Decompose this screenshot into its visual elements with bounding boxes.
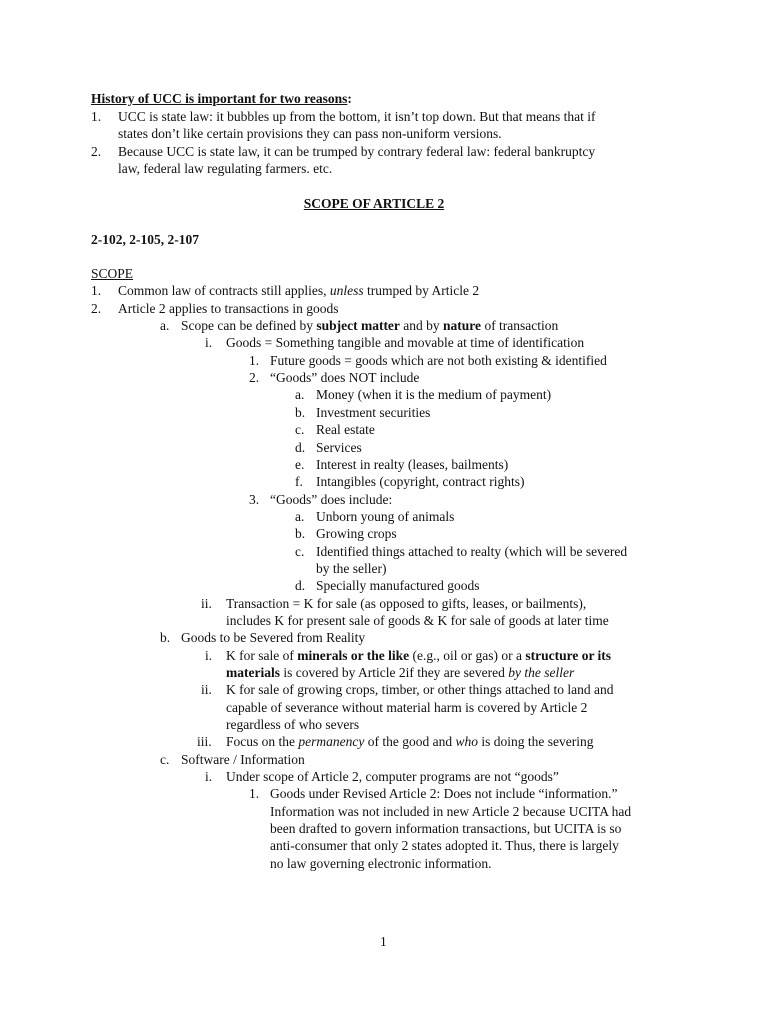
list-item-text: Real estate <box>316 422 375 437</box>
list-item-text: Interest in realty (leases, bailments) <box>316 457 509 472</box>
list-marker: b. <box>295 526 306 541</box>
list-item-text: no law governing electronic information. <box>270 856 492 871</box>
list-marker: a. <box>295 387 305 402</box>
list-marker: 2. <box>91 301 102 316</box>
list-marker: i. <box>205 335 213 350</box>
list-item-text: “Goods” does include: <box>270 492 393 507</box>
list-item-text: K for sale of growing crops, timber, or other things attached to land and <box>226 682 614 697</box>
list-marker: c. <box>160 752 170 767</box>
list-item-text: Transaction = K for sale (as opposed to gifts, leases, or bailments), <box>226 596 587 611</box>
list-marker: a. <box>160 318 170 333</box>
list-item-text: Common law of contracts still applies, unless trumped by Article 2 <box>118 283 480 298</box>
list-marker: 1. <box>249 786 260 801</box>
list-item-text: Future goods = goods which are not both existing & identified <box>270 353 607 368</box>
list-marker: ii. <box>201 682 212 697</box>
list-marker: iii. <box>197 734 212 749</box>
list-item-text: Unborn young of animals <box>316 509 455 524</box>
list-marker: i. <box>205 648 213 663</box>
list-marker: 2. <box>249 370 260 385</box>
section-title: SCOPE OF ARTICLE 2 <box>303 196 445 211</box>
list-marker: 3. <box>249 492 260 507</box>
list-item-text: Identified things attached to realty (which will be severed <box>316 544 628 559</box>
list-item-text: materials is covered by Article 2if they are severed by the seller <box>226 665 575 680</box>
list-marker: d. <box>295 578 306 593</box>
list-item-text: states don’t like certain provisions they can pass non-uniform versions. <box>118 126 502 141</box>
list-item-text: Under scope of Article 2, computer programs are not “goods” <box>226 769 559 784</box>
list-item-text: Software / Information <box>181 752 305 767</box>
list-marker: 1. <box>91 283 102 298</box>
page-number: 1 <box>380 934 387 949</box>
list-marker: 1. <box>249 353 260 368</box>
list-item-text: Goods = Something tangible and movable at time of identification <box>226 335 585 350</box>
list-item-text: K for sale of minerals or the like (e.g., oil or gas) or a structure or its <box>226 648 612 663</box>
list-item-text: Goods under Revised Article 2: Does not include “information.” <box>270 786 618 801</box>
list-item-text: Money (when it is the medium of payment) <box>316 387 552 402</box>
list-marker: a. <box>295 509 305 524</box>
list-item-text: anti-consumer that only 2 states adopted it. Thus, there is largely <box>270 838 619 853</box>
list-item-text: Intangibles (copyright, contract rights) <box>316 474 525 489</box>
list-item-text: Information was not included in new Article 2 because UCITA had <box>270 804 632 819</box>
list-marker: b. <box>160 630 171 645</box>
list-item-text: regardless of who severs <box>226 717 360 732</box>
list-item-text: Because UCC is state law, it can be trumped by contrary federal law: federal bankruptcy <box>118 144 596 159</box>
list-marker: b. <box>295 405 306 420</box>
list-marker: c. <box>295 422 305 437</box>
list-item-text: Scope can be defined by subject matter and by nature of transaction <box>181 318 559 333</box>
section-references: 2-102, 2-105, 2-107 <box>91 232 199 247</box>
list-item-text: “Goods” does NOT include <box>270 370 420 385</box>
list-item-text: Investment securities <box>316 405 431 420</box>
list-item-text: Focus on the permanency of the good and who is doing the severing <box>226 734 594 749</box>
list-marker: e. <box>295 457 305 472</box>
list-item-text: been drafted to govern information transactions, but UCITA is so <box>270 821 622 836</box>
scope-heading: SCOPE <box>91 266 134 281</box>
list-item-text: by the seller) <box>316 561 387 576</box>
list-marker: d. <box>295 440 306 455</box>
list-marker: 1. <box>91 109 102 124</box>
list-item-text: law, federal law regulating farmers. etc. <box>118 161 333 176</box>
list-item-text: capable of severance without material harm is covered by Article 2 <box>226 700 588 715</box>
list-marker: f. <box>295 474 303 489</box>
list-item-text: Specially manufactured goods <box>316 578 480 593</box>
list-marker: i. <box>205 769 213 784</box>
list-item-text: UCC is state law: it bubbles up from the bottom, it isn’t top down. But that means that if <box>118 109 596 124</box>
list-item-text: includes K for present sale of goods & K for sale of goods at later time <box>226 613 609 628</box>
list-marker: 2. <box>91 144 102 159</box>
list-item-text: Article 2 applies to transactions in goods <box>118 301 339 316</box>
list-item-text: Growing crops <box>316 526 397 541</box>
list-item-text: Services <box>316 440 362 455</box>
list-item-text: Goods to be Severed from Reality <box>181 630 366 645</box>
list-marker: c. <box>295 544 305 559</box>
history-heading: History of UCC is important for two reasons: <box>91 91 352 106</box>
list-marker: ii. <box>201 596 212 611</box>
